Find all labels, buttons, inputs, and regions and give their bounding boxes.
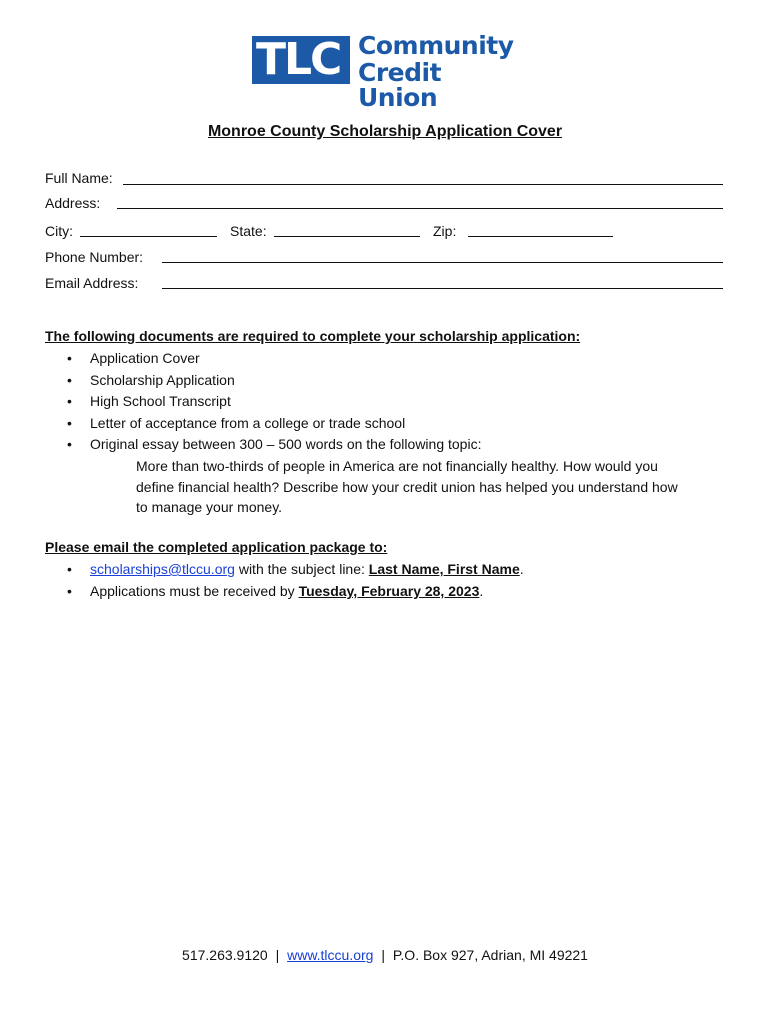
essay-topic	[136, 456, 736, 518]
bullet-icon: •	[67, 561, 72, 577]
email-field[interactable]	[162, 288, 723, 289]
footer-website-link[interactable]: www.tlccu.org	[287, 947, 374, 963]
state-label: State:	[230, 223, 267, 239]
footer-phone: 517.263.9120	[182, 947, 268, 963]
footer-separator: |	[275, 947, 280, 963]
zip-label: Zip:	[433, 223, 457, 239]
state-field[interactable]	[274, 236, 420, 237]
bullet-icon: •	[67, 393, 72, 409]
essay-line: More than two-thirds of people in America are not financially healthy. How would you	[136, 458, 658, 474]
page-title: Monroe County Scholarship Application Cover	[207, 123, 563, 140]
bullet-icon: •	[67, 372, 72, 388]
tlc-logo	[252, 31, 522, 112]
bullet-icon: •	[67, 350, 72, 366]
bullet-icon: •	[67, 436, 72, 452]
email-label: Email Address:	[45, 275, 139, 291]
city-label: City:	[45, 223, 73, 239]
bullet-icon: •	[67, 583, 72, 599]
logo-line-1: Community	[358, 31, 514, 60]
footer-separator: |	[381, 947, 385, 963]
phone-label: Phone Number:	[45, 249, 144, 265]
requirements-heading: The following documents are required to complete your scholarship application:	[45, 328, 581, 344]
full-name-label: Full Name:	[45, 170, 113, 186]
full-name-field[interactable]	[123, 184, 723, 185]
phone-field[interactable]	[162, 262, 723, 263]
city-field[interactable]	[80, 236, 217, 237]
tlc-logo-mark	[252, 36, 350, 84]
address-field[interactable]	[117, 208, 723, 209]
essay-line: to manage your money.	[136, 499, 283, 515]
tlc-logo-mark-text: TLC	[256, 34, 341, 85]
bullet-icon: •	[67, 415, 72, 431]
address-label: Address:	[45, 195, 101, 211]
deadline-value: Tuesday, February 28, 2023	[298, 583, 480, 599]
zip-field[interactable]	[468, 236, 613, 237]
essay-line: define financial health? Describe how your credit union has helped you understand how	[136, 478, 678, 495]
submission-heading: Please email the completed application package to:	[45, 539, 388, 555]
scholarship-email-link[interactable]: scholarships@tlccu.org	[90, 561, 235, 577]
subject-line-value: Last Name, First Name	[368, 561, 520, 577]
logo-wordmark	[358, 33, 522, 110]
footer-address: P.O. Box 927, Adrian, MI 49221	[392, 947, 588, 963]
logo-line-2: Credit Union	[358, 58, 442, 112]
footer	[0, 947, 770, 963]
